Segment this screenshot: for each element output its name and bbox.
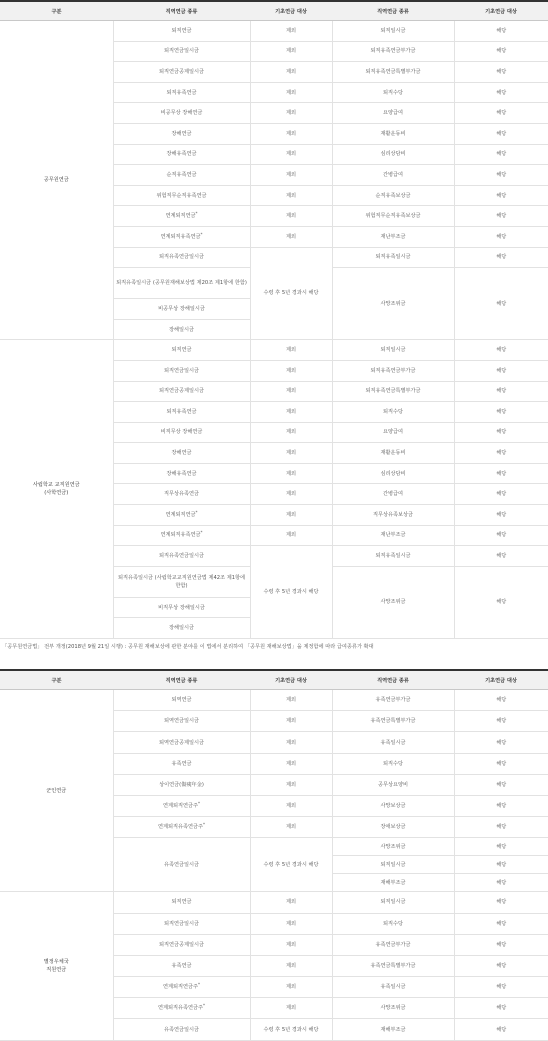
pension-type-cell: 비공무상 장해일시금 bbox=[113, 299, 250, 320]
pension-type-cell: 유족연금부가금 bbox=[332, 934, 454, 955]
eligibility-cell: 해당 bbox=[454, 41, 548, 62]
pension-type-cell: 유족연금특별부가금 bbox=[332, 955, 454, 976]
eligibility-cell: 제외 bbox=[250, 226, 332, 247]
pension-type-cell: 간병급여 bbox=[332, 165, 454, 186]
header-category: 구분 bbox=[0, 1, 113, 21]
eligibility-cell: 해당 bbox=[454, 934, 548, 955]
eligibility-cell: 해당 bbox=[454, 546, 548, 567]
pension-type-cell: 퇴직수당 bbox=[332, 753, 454, 774]
pension-type-cell: 상이연금(傷痍年金) bbox=[113, 774, 250, 795]
eligibility-cell: 해당 bbox=[454, 247, 548, 268]
pension-type-cell: 연계퇴직연금* bbox=[113, 206, 250, 227]
eligibility-cell: 해당 bbox=[454, 422, 548, 443]
eligibility-cell: 해당 bbox=[454, 838, 548, 856]
group-label: 사립학교 교직원연금 (사학연금) bbox=[0, 340, 113, 639]
pension-type-cell: 퇴직연금 bbox=[113, 340, 250, 361]
eligibility-cell: 제외 bbox=[250, 525, 332, 546]
pension-type-cell: 장해연금 bbox=[113, 123, 250, 144]
pension-type-cell: 직무상유족보상금 bbox=[332, 505, 454, 526]
eligibility-cell: 제외 bbox=[250, 381, 332, 402]
pension-type-cell: 유족연금 bbox=[113, 753, 250, 774]
pension-type-cell: 재해부조금 bbox=[332, 874, 454, 892]
pension-type-cell: 비직무상 장해연금 bbox=[113, 422, 250, 443]
eligibility-cell: 해당 bbox=[454, 955, 548, 976]
eligibility-cell: 제외 bbox=[250, 443, 332, 464]
table-row bbox=[0, 892, 548, 913]
pension-type-cell: 퇴직유족연금 bbox=[113, 82, 250, 103]
pension-type-cell: 장애보상금 bbox=[332, 817, 454, 838]
eligibility-cell: 해당 bbox=[454, 123, 548, 144]
pension-type-cell: 퇴직유족연금 bbox=[113, 402, 250, 423]
pension-type-cell: 장해유족연금 bbox=[113, 463, 250, 484]
pension-type-cell: 재난부조금 bbox=[332, 226, 454, 247]
pension-type-cell: 연계퇴직연금* bbox=[113, 505, 250, 526]
pension-type-cell: 퇴역연금공제일시금 bbox=[113, 732, 250, 753]
eligibility-cell: 해당 bbox=[454, 268, 548, 340]
eligibility-cell: 수령 후 5년 경과시 해당 bbox=[250, 247, 332, 340]
table-header-row bbox=[0, 1, 548, 21]
eligibility-cell: 제외 bbox=[250, 82, 332, 103]
header-pension-type: 직역연금 종류 bbox=[113, 1, 250, 21]
eligibility-cell: 해당 bbox=[454, 463, 548, 484]
pension-type-cell: 장해유족연금 bbox=[113, 144, 250, 165]
eligibility-cell: 해당 bbox=[454, 774, 548, 795]
pension-type-cell: 심리상담비 bbox=[332, 463, 454, 484]
eligibility-cell: 제외 bbox=[250, 732, 332, 753]
eligibility-cell: 해당 bbox=[454, 874, 548, 892]
pension-type-cell: 순직유족연금 bbox=[113, 165, 250, 186]
pension-type-cell: 사망보상금 bbox=[332, 795, 454, 816]
eligibility-cell: 제외 bbox=[250, 913, 332, 934]
pension-type-cell: 퇴직유족연금특별부가금 bbox=[332, 62, 454, 83]
eligibility-cell: 수령 후 5년 경과시 해당 bbox=[250, 838, 332, 892]
pension-type-cell: 퇴직유족연금부가금 bbox=[332, 41, 454, 62]
eligibility-cell: 해당 bbox=[454, 360, 548, 381]
table-header-row bbox=[0, 670, 548, 690]
eligibility-cell: 해당 bbox=[454, 732, 548, 753]
pension-type-cell: 요양급여 bbox=[332, 103, 454, 124]
pension-type-cell: 재난부조금 bbox=[332, 525, 454, 546]
eligibility-cell: 제외 bbox=[250, 690, 332, 711]
eligibility-cell: 수령 후 5년 경과시 해당 bbox=[250, 546, 332, 639]
eligibility-cell: 제외 bbox=[250, 934, 332, 955]
eligibility-cell: 해당 bbox=[454, 103, 548, 124]
header-pension-type: 직역연금 종류 bbox=[332, 1, 454, 21]
pension-type-cell: 퇴직유족일시금 bbox=[332, 247, 454, 268]
eligibility-cell: 해당 bbox=[454, 998, 548, 1019]
header-basic-pension: 기초연금 대상 bbox=[250, 670, 332, 690]
pension-type-cell: 장해일시금 bbox=[113, 319, 250, 340]
header-category: 구분 bbox=[0, 670, 113, 690]
eligibility-cell: 제외 bbox=[250, 711, 332, 732]
pension-type-cell: 퇴직일시금 bbox=[332, 21, 454, 42]
pension-type-cell: 사망조위금 bbox=[332, 268, 454, 340]
eligibility-cell: 수령 후 5년 경과시 해당 bbox=[250, 1019, 332, 1040]
pension-type-cell: 유족연금부가금 bbox=[332, 690, 454, 711]
eligibility-cell: 해당 bbox=[454, 711, 548, 732]
eligibility-cell: 제외 bbox=[250, 21, 332, 42]
table-row bbox=[0, 690, 548, 711]
eligibility-cell: 제외 bbox=[250, 422, 332, 443]
pension-type-cell: 유족일시금 bbox=[332, 732, 454, 753]
eligibility-cell: 해당 bbox=[454, 21, 548, 42]
pension-table-2 bbox=[0, 669, 548, 1041]
pension-type-cell: 공무상요양비 bbox=[332, 774, 454, 795]
pension-type-cell: 퇴직연금공제일시금 bbox=[113, 934, 250, 955]
eligibility-cell: 해당 bbox=[454, 340, 548, 361]
pension-type-cell: 요양급여 bbox=[332, 422, 454, 443]
pension-type-cell: 퇴직일시금 bbox=[332, 856, 454, 874]
eligibility-cell: 제외 bbox=[250, 144, 332, 165]
pension-type-cell: 유족일시금 bbox=[332, 977, 454, 998]
footnote: 「공무원연금법」 전부 개정(2018년 9월 21일 시행) : 공무원 재해보상에 관한 분야를 이 법에서 분리하여 「공무원 재해보상법」을 제정함에 따라 급여종류가 확대 bbox=[2, 644, 374, 651]
eligibility-cell: 해당 bbox=[454, 566, 548, 638]
eligibility-cell: 제외 bbox=[250, 753, 332, 774]
eligibility-cell: 제외 bbox=[250, 955, 332, 976]
pension-type-cell: 연계퇴직연금주* bbox=[113, 795, 250, 816]
pension-type-cell: 퇴역연금일시금 bbox=[113, 711, 250, 732]
pension-type-cell: 퇴직유족일시금 (사립학교교직원연금법 제42조 제1항에 한함) bbox=[113, 566, 250, 597]
pension-type-cell: 퇴직일시금 bbox=[332, 892, 454, 913]
eligibility-cell: 제외 bbox=[250, 360, 332, 381]
pension-type-cell: 퇴직연금공제일시금 bbox=[113, 62, 250, 83]
eligibility-cell: 제외 bbox=[250, 998, 332, 1019]
header-pension-type: 직역연금 종류 bbox=[332, 670, 454, 690]
eligibility-cell: 해당 bbox=[454, 817, 548, 838]
pension-type-cell: 위험직무순직유족보상금 bbox=[332, 206, 454, 227]
pension-type-cell: 직무상유족연금 bbox=[113, 484, 250, 505]
eligibility-cell: 해당 bbox=[454, 892, 548, 913]
table-row bbox=[0, 340, 548, 361]
pension-type-cell: 유족연금 bbox=[113, 955, 250, 976]
eligibility-cell: 해당 bbox=[454, 484, 548, 505]
eligibility-cell: 제외 bbox=[250, 892, 332, 913]
pension-type-cell: 퇴직수당 bbox=[332, 913, 454, 934]
eligibility-cell: 제외 bbox=[250, 103, 332, 124]
eligibility-cell: 해당 bbox=[454, 443, 548, 464]
spacer bbox=[0, 657, 548, 669]
pension-type-cell: 퇴직일시금 bbox=[332, 340, 454, 361]
eligibility-cell: 해당 bbox=[454, 690, 548, 711]
eligibility-cell: 제외 bbox=[250, 165, 332, 186]
eligibility-cell: 해당 bbox=[454, 381, 548, 402]
header-basic-pension: 기초연금 대상 bbox=[454, 670, 548, 690]
pension-type-cell: 퇴직연금 bbox=[113, 892, 250, 913]
pension-type-cell: 퇴직수당 bbox=[332, 402, 454, 423]
eligibility-cell: 해당 bbox=[454, 856, 548, 874]
eligibility-cell: 제외 bbox=[250, 402, 332, 423]
pension-type-cell: 위험직무순직유족연금 bbox=[113, 185, 250, 206]
eligibility-cell: 해당 bbox=[454, 977, 548, 998]
eligibility-cell: 제외 bbox=[250, 505, 332, 526]
eligibility-cell: 제외 bbox=[250, 463, 332, 484]
header-basic-pension: 기초연금 대상 bbox=[454, 1, 548, 21]
pension-type-cell: 심리상담비 bbox=[332, 144, 454, 165]
pension-type-cell: 간병급여 bbox=[332, 484, 454, 505]
pension-type-cell: 연계퇴직연금주* bbox=[113, 977, 250, 998]
pension-type-cell: 사망조위금 bbox=[332, 838, 454, 856]
pension-type-cell: 퇴직유족일시금 bbox=[332, 546, 454, 567]
pension-type-cell: 연계퇴직유족연금* bbox=[113, 525, 250, 546]
eligibility-cell: 해당 bbox=[454, 505, 548, 526]
pension-type-cell: 재해부조금 bbox=[332, 1019, 454, 1040]
eligibility-cell: 해당 bbox=[454, 226, 548, 247]
pension-type-cell: 퇴직유족연금특별부가금 bbox=[332, 381, 454, 402]
pension-type-cell: 유족연금일시금 bbox=[113, 1019, 250, 1040]
pension-type-cell: 퇴직연금 bbox=[113, 21, 250, 42]
pension-type-cell: 사망조위금 bbox=[332, 566, 454, 638]
eligibility-cell: 해당 bbox=[454, 144, 548, 165]
eligibility-cell: 제외 bbox=[250, 185, 332, 206]
pension-type-cell: 순직유족보상금 bbox=[332, 185, 454, 206]
pension-type-cell: 연계퇴직유족연금주* bbox=[113, 998, 250, 1019]
pension-type-cell: 퇴직수당 bbox=[332, 82, 454, 103]
pension-type-cell: 퇴직유족연금일시금 bbox=[113, 546, 250, 567]
eligibility-cell: 제외 bbox=[250, 340, 332, 361]
eligibility-cell: 해당 bbox=[454, 206, 548, 227]
eligibility-cell: 해당 bbox=[454, 82, 548, 103]
eligibility-cell: 제외 bbox=[250, 484, 332, 505]
eligibility-cell: 제외 bbox=[250, 817, 332, 838]
pension-type-cell: 사망조위금 bbox=[332, 998, 454, 1019]
eligibility-cell: 해당 bbox=[454, 525, 548, 546]
group-label: 군인연금 bbox=[0, 690, 113, 892]
pension-type-cell: 퇴직유족연금부가금 bbox=[332, 360, 454, 381]
eligibility-cell: 해당 bbox=[454, 185, 548, 206]
pension-type-cell: 퇴직연금일시금 bbox=[113, 913, 250, 934]
group-label: 공무원연금 bbox=[0, 21, 113, 340]
eligibility-cell: 해당 bbox=[454, 795, 548, 816]
pension-type-cell: 퇴직연금공제일시금 bbox=[113, 381, 250, 402]
eligibility-cell: 해당 bbox=[454, 62, 548, 83]
eligibility-cell: 제외 bbox=[250, 123, 332, 144]
eligibility-cell: 제외 bbox=[250, 977, 332, 998]
pension-type-cell: 퇴직연금일시금 bbox=[113, 360, 250, 381]
eligibility-cell: 해당 bbox=[454, 1019, 548, 1040]
eligibility-cell: 해당 bbox=[454, 753, 548, 774]
eligibility-cell: 제외 bbox=[250, 41, 332, 62]
eligibility-cell: 해당 bbox=[454, 913, 548, 934]
eligibility-cell: 해당 bbox=[454, 402, 548, 423]
table-row bbox=[0, 21, 548, 42]
group-label: 별정우체국 직원연금 bbox=[0, 892, 113, 1040]
eligibility-cell: 해당 bbox=[454, 165, 548, 186]
eligibility-cell: 제외 bbox=[250, 62, 332, 83]
pension-type-cell: 재활운동비 bbox=[332, 123, 454, 144]
pension-type-cell: 유족연금특별부가금 bbox=[332, 711, 454, 732]
pension-type-cell: 비직무상 장해일시금 bbox=[113, 597, 250, 618]
pension-type-cell: 비공무상 장해연금 bbox=[113, 103, 250, 124]
pension-type-cell: 퇴역연금 bbox=[113, 690, 250, 711]
header-pension-type: 직역연금 종류 bbox=[113, 670, 250, 690]
eligibility-cell: 제외 bbox=[250, 206, 332, 227]
pension-type-cell: 퇴직유족일시금 (공무원재해보상법 제20조 제1항에 한함) bbox=[113, 268, 250, 299]
pension-type-cell: 유족연금일시금 bbox=[113, 838, 250, 892]
pension-type-cell: 장해연금 bbox=[113, 443, 250, 464]
pension-type-cell: 재활운동비 bbox=[332, 443, 454, 464]
eligibility-cell: 제외 bbox=[250, 795, 332, 816]
pension-type-cell: 연계퇴직유족연금* bbox=[113, 226, 250, 247]
pension-type-cell: 퇴직연금일시금 bbox=[113, 41, 250, 62]
pension-type-cell: 퇴직유족연금일시금 bbox=[113, 247, 250, 268]
pension-type-cell: 연계퇴직유족연금주* bbox=[113, 817, 250, 838]
pension-type-cell: 장해일시금 bbox=[113, 618, 250, 639]
header-basic-pension: 기초연금 대상 bbox=[250, 1, 332, 21]
eligibility-cell: 제외 bbox=[250, 774, 332, 795]
